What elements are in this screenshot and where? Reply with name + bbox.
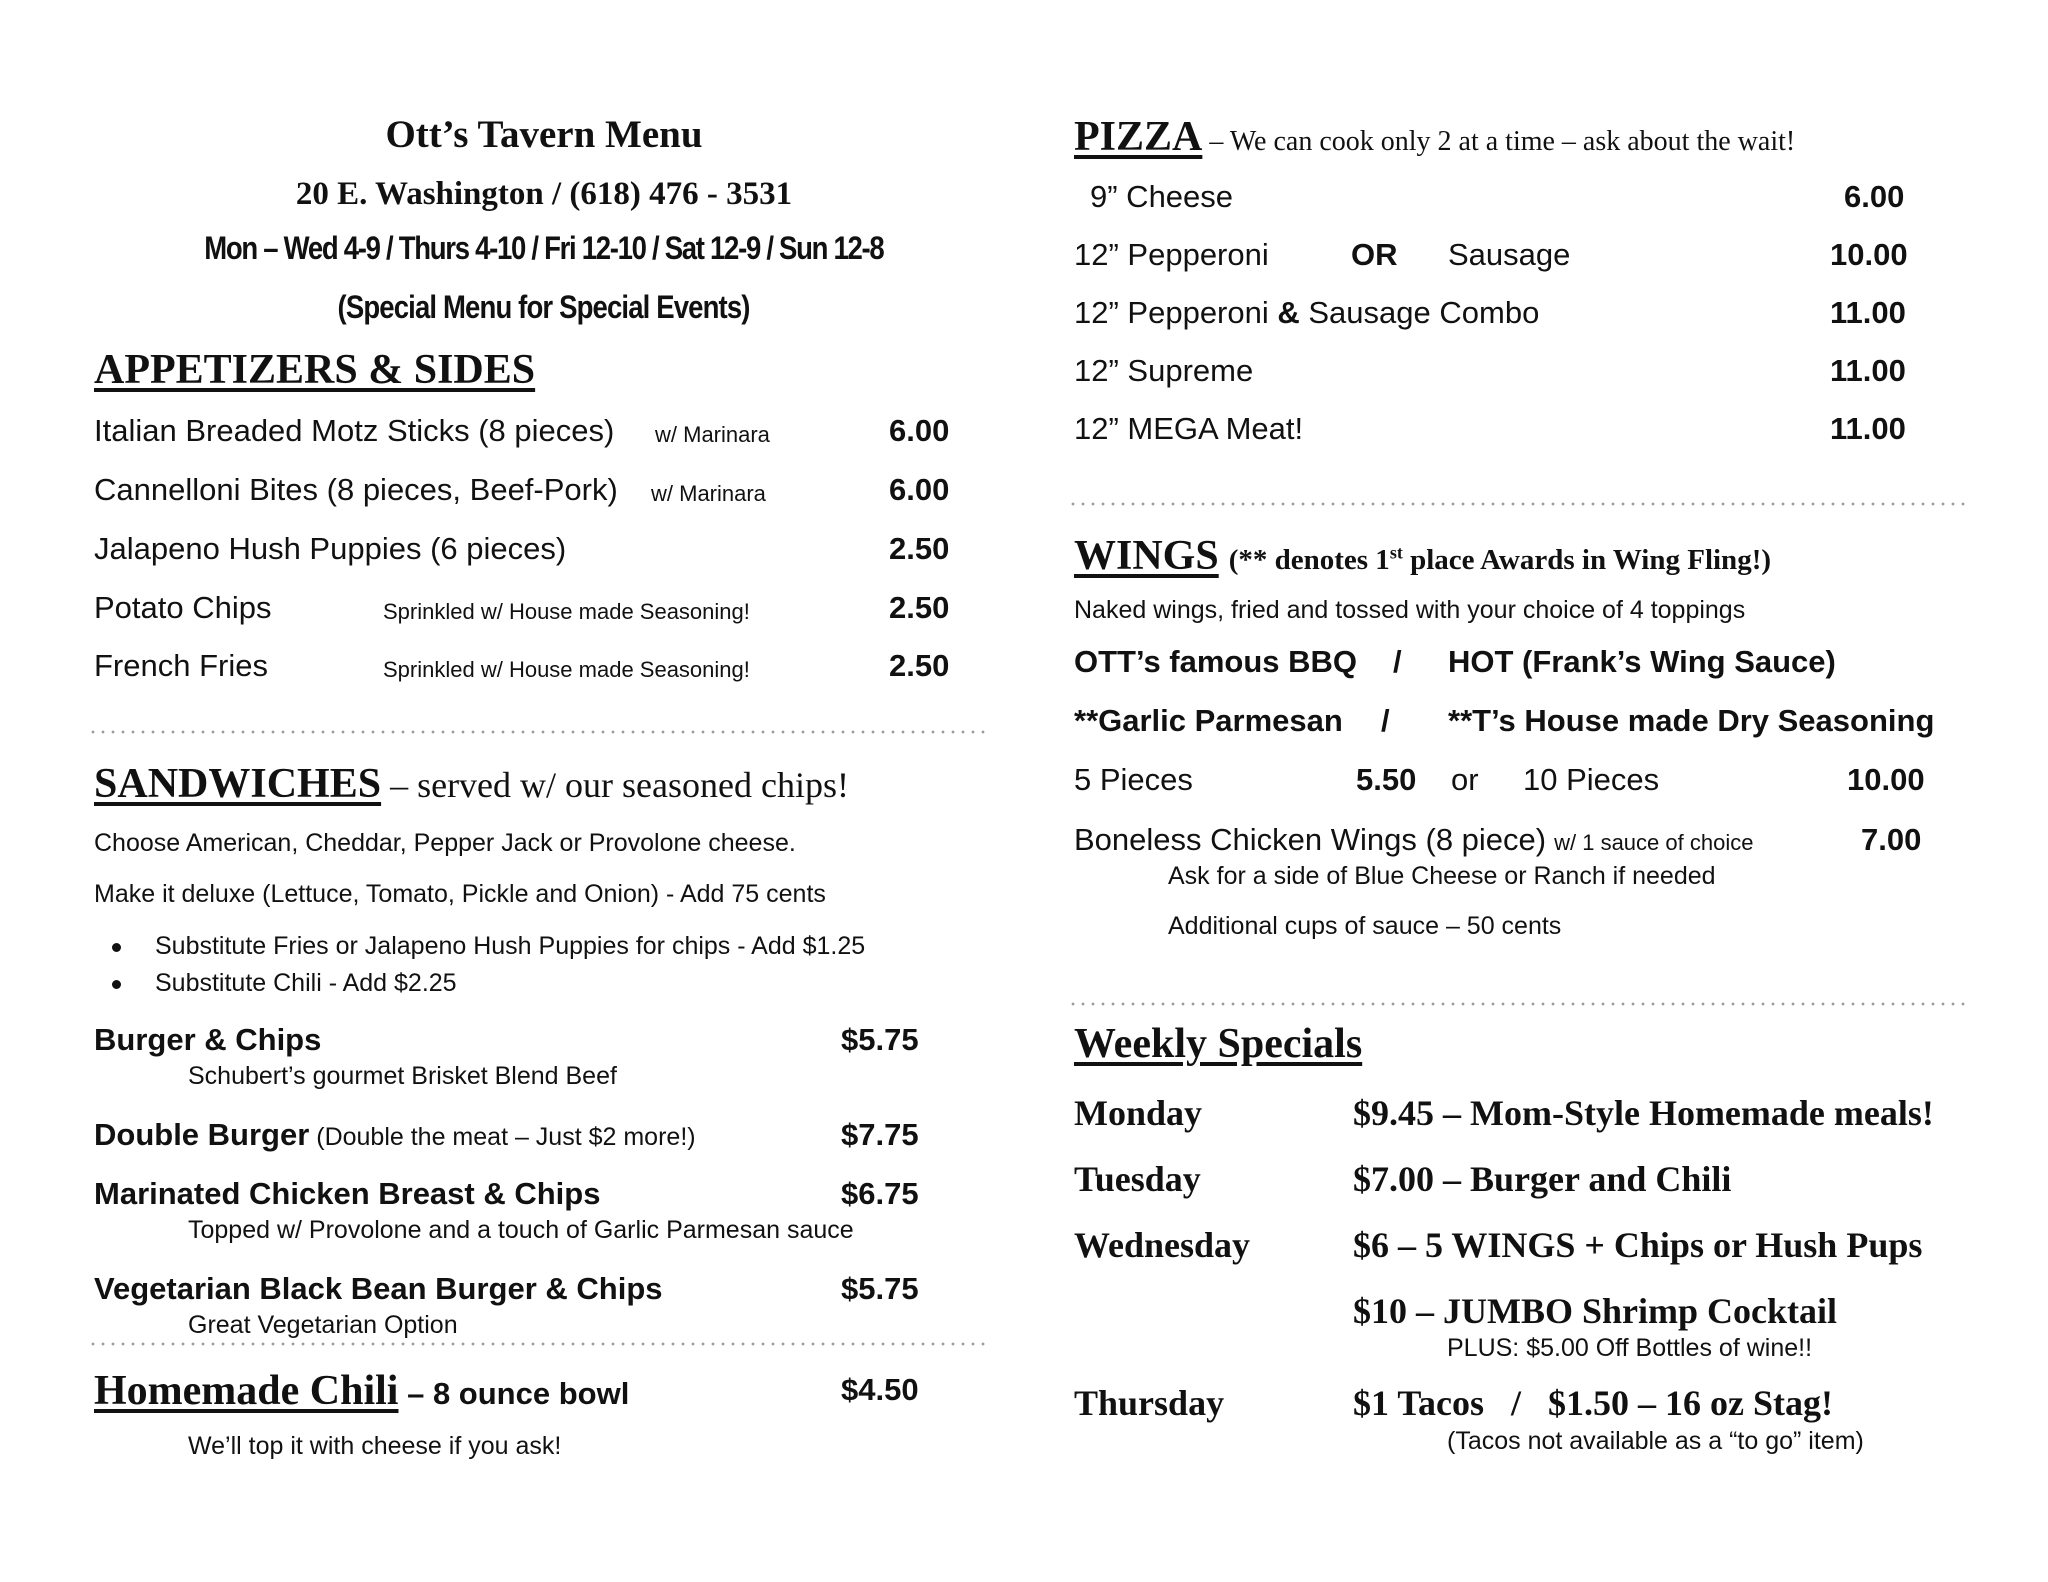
wings-5-price: 5.50 bbox=[1356, 762, 1417, 797]
pizza-item-name: 12” Pepperoni bbox=[1074, 237, 1269, 272]
bullet-item bbox=[112, 969, 457, 998]
double-burger-row bbox=[94, 1117, 696, 1153]
pizza-item-alt: Sausage bbox=[1448, 237, 1571, 272]
pizza-item-rest: Sausage Combo bbox=[1299, 295, 1540, 330]
sandwich-item-price: $7.75 bbox=[841, 1117, 919, 1152]
hours-wrap bbox=[94, 230, 994, 267]
appetizer-item-price: 2.50 bbox=[889, 590, 950, 625]
special-events-wrap bbox=[94, 289, 994, 326]
sandwich-item-price: $5.75 bbox=[841, 1022, 919, 1057]
boneless-row bbox=[1074, 822, 1753, 858]
appetizer-item-name: French Fries bbox=[94, 648, 268, 683]
pizza-item-name: 12” MEGA Meat! bbox=[1074, 411, 1304, 446]
pizza-item-price: 10.00 bbox=[1830, 237, 1908, 272]
deluxe-option: Make it deluxe (Lettuce, Tomato, Pickle and Onion) - Add 75 cents bbox=[94, 880, 826, 908]
pizza-item-name: 9” Cheese bbox=[1090, 179, 1234, 214]
sandwiches-heading-row bbox=[94, 760, 849, 808]
wings-10-label: 10 Pieces bbox=[1523, 762, 1660, 797]
appetizer-item-name: Cannelloni Bites (8 pieces, Beef-Pork) bbox=[94, 472, 618, 507]
hours: Mon – Wed 4-9 / Thurs 4-10 / Fri 12-10 / Sat 12-9 / Sun 12-8 bbox=[204, 230, 884, 266]
appetizers-heading: APPETIZERS & SIDES bbox=[94, 347, 536, 393]
pizza-item-price: 11.00 bbox=[1830, 295, 1906, 330]
appetizer-item-price: 6.00 bbox=[889, 413, 950, 448]
sandwiches-subheading: – served w/ our seasoned chips! bbox=[381, 765, 849, 805]
wing-sauce-sep: / bbox=[1381, 703, 1390, 738]
sandwich-item-desc: Great Vegetarian Option bbox=[188, 1311, 458, 1339]
special-deal: $7.00 – Burger and Chili bbox=[1353, 1159, 1732, 1199]
special-day: Tuesday bbox=[1074, 1159, 1201, 1199]
appetizer-item-price: 2.50 bbox=[889, 531, 950, 566]
pizza-item-name: 12” Pepperoni bbox=[1074, 295, 1278, 330]
wings-5-label: 5 Pieces bbox=[1074, 762, 1193, 797]
section-divider bbox=[88, 728, 990, 736]
chili-heading-row bbox=[94, 1367, 629, 1415]
sandwich-item-desc: Schubert’s gourmet Brisket Blend Beef bbox=[188, 1062, 617, 1090]
special-day: Thursday bbox=[1074, 1383, 1225, 1423]
wing-sauce-left: **Garlic Parmesan bbox=[1074, 703, 1343, 738]
boneless-note: w/ 1 sauce of choice bbox=[1554, 830, 1754, 855]
sandwich-item-name: Burger & Chips bbox=[94, 1022, 322, 1057]
chili-heading: Homemade Chili bbox=[94, 1368, 399, 1414]
pizza-item-price: 11.00 bbox=[1830, 353, 1906, 388]
sandwich-item-name: Marinated Chicken Breast & Chips bbox=[94, 1176, 601, 1211]
pizza-subheading: – We can cook only 2 at a time – ask about the wait! bbox=[1202, 126, 1796, 157]
special-note: PLUS: $5.00 Off Bottles of wine!! bbox=[1447, 1334, 1813, 1362]
boneless-price: 7.00 bbox=[1861, 822, 1922, 857]
wings-note: Additional cups of sauce – 50 cents bbox=[1168, 912, 1562, 940]
special-deal: $1 Tacos / $1.50 – 16 oz Stag! bbox=[1353, 1383, 1834, 1423]
wings-subheading-pre: (** denotes 1 bbox=[1228, 544, 1390, 576]
wings-subheading-sup: st bbox=[1389, 542, 1403, 563]
chili-subheading: – 8 ounce bowl bbox=[398, 1376, 630, 1411]
bullet-text: Substitute Chili - Add $2.25 bbox=[155, 969, 457, 997]
special-deal: $10 – JUMBO Shrimp Cocktail bbox=[1353, 1291, 1838, 1331]
weekly-specials-heading: Weekly Specials bbox=[1074, 1021, 1363, 1067]
pizza-heading: PIZZA bbox=[1074, 114, 1203, 160]
appetizer-item-note: w/ Marinara bbox=[655, 422, 770, 447]
pizza-item-name: 12” Supreme bbox=[1074, 353, 1254, 388]
wings-heading-row bbox=[1074, 532, 1771, 580]
special-deal: $9.45 – Mom-Style Homemade meals! bbox=[1353, 1093, 1934, 1133]
special-note: (Tacos not available as a “to go” item) bbox=[1447, 1427, 1864, 1455]
address-phone: 20 E. Washington / (618) 476 - 3531 bbox=[295, 176, 793, 212]
wings-intro: Naked wings, fried and tossed with your choice of 4 toppings bbox=[1074, 596, 1746, 624]
menu-title: Ott’s Tavern Menu bbox=[385, 113, 703, 156]
chili-note: We’ll top it with cheese if you ask! bbox=[188, 1432, 562, 1460]
wings-subheading-post: place Awards in Wing Fling!) bbox=[1402, 544, 1772, 576]
sandwich-item-name: Double Burger bbox=[94, 1117, 310, 1152]
section-divider bbox=[1068, 500, 1966, 508]
wings-note: Ask for a side of Blue Cheese or Ranch if needed bbox=[1168, 862, 1716, 890]
pizza-item-price: 11.00 bbox=[1830, 411, 1906, 446]
sandwich-item-extra: (Double the meat – Just $2 more!) bbox=[309, 1123, 696, 1151]
sandwich-item-name: Vegetarian Black Bean Burger & Chips bbox=[94, 1271, 663, 1306]
sandwich-item-price: $6.75 bbox=[841, 1176, 919, 1211]
pizza-or-label: OR bbox=[1351, 237, 1398, 272]
wings-10-price: 10.00 bbox=[1847, 762, 1925, 797]
special-events-note: (Special Menu for Special Events) bbox=[337, 289, 751, 325]
chili-price: $4.50 bbox=[841, 1372, 919, 1407]
cheese-options: Choose American, Cheddar, Pepper Jack or Provolone cheese. bbox=[94, 829, 796, 857]
wing-sauce-right: HOT (Frank’s Wing Sauce) bbox=[1448, 644, 1836, 679]
appetizer-item-name: Italian Breaded Motz Sticks (8 pieces) bbox=[94, 413, 615, 448]
special-day: Monday bbox=[1074, 1093, 1203, 1133]
appetizer-item-price: 2.50 bbox=[889, 648, 950, 683]
wings-or-label: or bbox=[1451, 762, 1479, 797]
section-divider bbox=[1068, 1000, 1966, 1008]
boneless-name: Boneless Chicken Wings (8 piece) bbox=[1074, 822, 1547, 857]
appetizer-item-note: Sprinkled w/ House made Seasoning! bbox=[383, 657, 750, 682]
appetizer-item-price: 6.00 bbox=[889, 472, 950, 507]
pizza-amp: & bbox=[1277, 295, 1300, 330]
special-day: Wednesday bbox=[1074, 1225, 1251, 1265]
bullet-text: Substitute Fries or Jalapeno Hush Puppies for chips - Add $1.25 bbox=[155, 932, 866, 960]
pizza-item-price: 6.00 bbox=[1844, 179, 1905, 214]
appetizer-item-name: Jalapeno Hush Puppies (6 pieces) bbox=[94, 531, 567, 566]
bullet-item bbox=[112, 932, 865, 961]
pizza-heading-row bbox=[1074, 113, 1795, 161]
appetizer-item-note: Sprinkled w/ House made Seasoning! bbox=[383, 599, 750, 624]
sandwich-item-price: $5.75 bbox=[841, 1271, 919, 1306]
wings-subheading bbox=[1229, 544, 1771, 576]
bullet-icon bbox=[112, 943, 121, 952]
sandwiches-heading: SANDWICHES bbox=[94, 761, 382, 807]
sandwich-item-desc: Topped w/ Provolone and a touch of Garlic Parmesan sauce bbox=[188, 1216, 854, 1244]
appetizer-item-name: Potato Chips bbox=[94, 590, 272, 625]
wings-heading: WINGS bbox=[1074, 533, 1219, 579]
section-divider bbox=[88, 1340, 990, 1348]
wing-sauce-right: **T’s House made Dry Seasoning bbox=[1448, 703, 1935, 738]
wing-sauce-left: OTT’s famous BBQ bbox=[1074, 644, 1358, 679]
special-deal: $6 – 5 WINGS + Chips or Hush Pups bbox=[1353, 1225, 1923, 1265]
bullet-icon bbox=[112, 980, 121, 989]
wing-sauce-sep: / bbox=[1393, 644, 1402, 679]
pizza-combo-row bbox=[1074, 295, 1539, 331]
appetizer-item-note: w/ Marinara bbox=[651, 481, 766, 506]
